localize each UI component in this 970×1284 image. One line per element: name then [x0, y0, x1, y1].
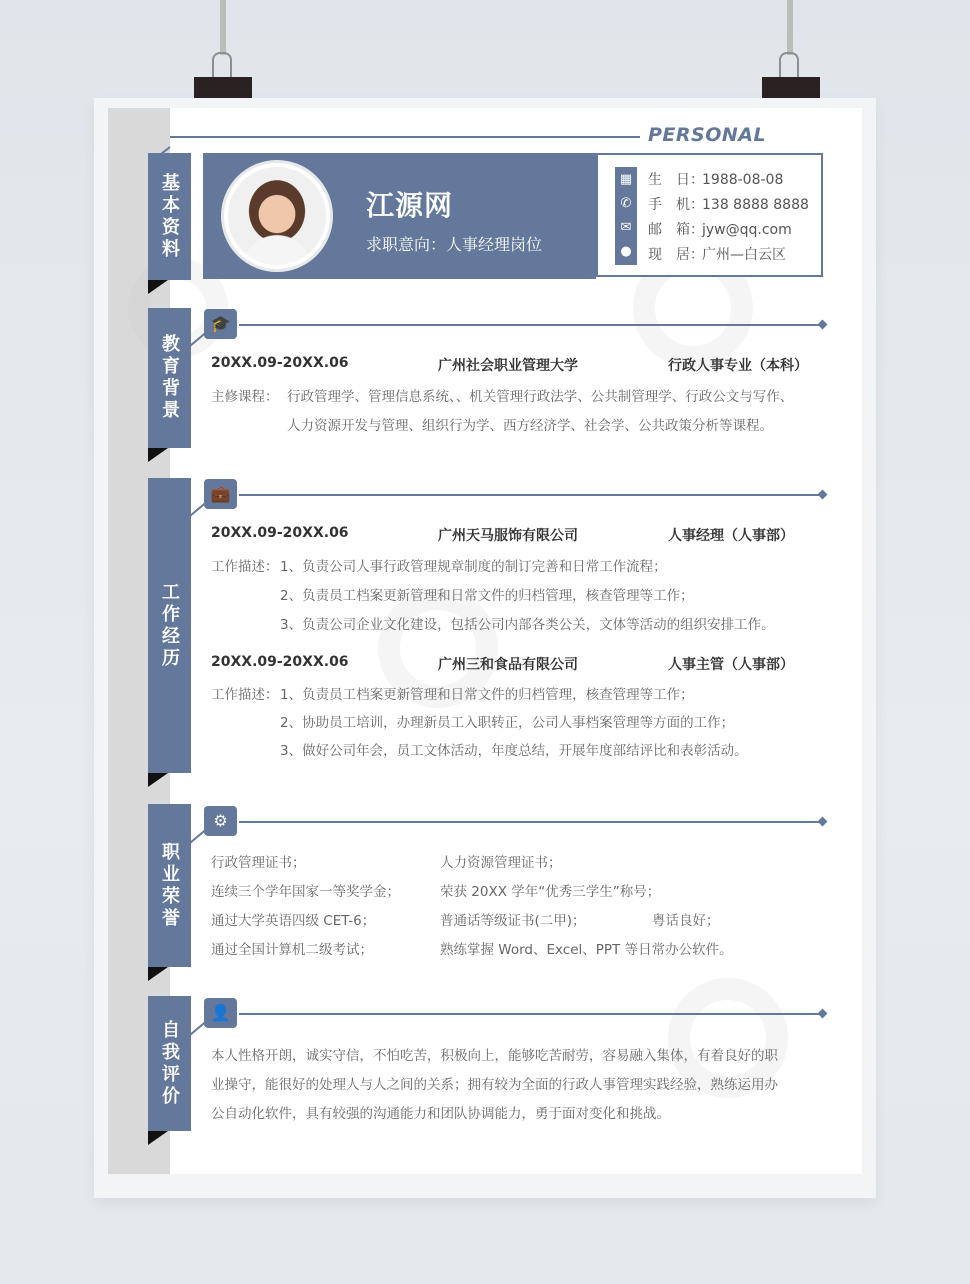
- honor-item: 荣获 20XX 学年“优秀三学生”称号；: [440, 884, 661, 900]
- section-rule: [239, 324, 822, 326]
- job-intent: 求职意向：人事经理岗位: [366, 235, 543, 254]
- contact-info-box: [596, 153, 823, 277]
- honor-item: 熟练掌握 Word、Excel、PPT 等日常办公软件。: [440, 942, 733, 958]
- courses-line: 人力资源开发与管理、组织行为学、西方经济学、社会学、公共政策分析等课程。: [287, 418, 773, 434]
- self-eval-line: 业操守，能很好的处理人与人之间的关系；拥有较为全面的行政人事管理实践经验，熟练运用办: [211, 1077, 778, 1093]
- candidate-name: 江源网: [366, 189, 454, 222]
- contact-birthday: 生 日：1988-08-08: [648, 172, 784, 188]
- courses-label: 主修课程：: [211, 389, 279, 405]
- side-tab-work: [148, 478, 191, 773]
- tab-fold: [148, 1131, 168, 1145]
- resume-page: [108, 108, 862, 1174]
- profile-photo: [221, 160, 333, 272]
- honor-item: 人力资源管理证书；: [440, 855, 562, 871]
- job-desc-item: 1、负责公司人事行政管理规章制度的制订完善和日常工作流程；: [280, 559, 667, 575]
- tab-fold: [148, 967, 168, 981]
- hanging-wire-left: [220, 0, 226, 55]
- section-rule-endpoint: [818, 817, 828, 827]
- self-eval-line: 公自动化软件，具有较强的沟通能力和团队协调能力，勇于面对变化和挑战。: [211, 1106, 670, 1122]
- honor-item: 行政管理证书；: [211, 855, 306, 871]
- side-tab-education: [148, 308, 191, 448]
- side-tab-label: 教育背景: [159, 334, 180, 422]
- side-tab-self-evaluation: [148, 996, 191, 1131]
- education-school: 广州社会职业管理大学: [438, 358, 578, 374]
- education-period: 20XX.09-20XX.06: [211, 355, 349, 371]
- mail-icon: ✉: [620, 220, 632, 235]
- side-tab-label: 基本资料: [159, 172, 180, 261]
- user-graduate-icon: 👤: [204, 998, 237, 1028]
- section-rule-endpoint: [818, 490, 828, 500]
- location-pin-icon: ●: [620, 244, 632, 259]
- side-tab-honors: [148, 804, 191, 967]
- contact-phone: 手 机：138 8888 8888: [648, 197, 809, 213]
- job-desc-item: 3、做好公司年会，员工文体活动，年度总结，开展年度部结评比和表彰活动。: [280, 743, 748, 759]
- job-desc-item: 2、协助员工培训，办理新员工入职转正，公司人事档案管理等方面的工作；: [280, 715, 735, 731]
- personal-label: PERSONAL: [648, 124, 767, 146]
- section-rule-endpoint: [818, 320, 828, 330]
- honor-item: 普通话等级证书(二甲)；: [440, 913, 586, 929]
- calendar-icon: ▦: [619, 172, 633, 187]
- job-position: 人事经理（人事部）: [668, 528, 794, 544]
- side-tab-label: 工作经历: [159, 581, 180, 670]
- section-rule-endpoint: [818, 1009, 828, 1019]
- job-desc-item: 3、负责公司企业文化建设，包括公司内部各类公关，文体等活动的组织安排工作。: [280, 617, 775, 633]
- job-period: 20XX.09-20XX.06: [211, 654, 349, 670]
- side-tab-label: 自我评价: [159, 1019, 180, 1108]
- section-rule: [239, 821, 822, 823]
- side-tab-label: 职业荣誉: [159, 841, 180, 930]
- job-desc-label: 工作描述：: [211, 559, 279, 575]
- honor-item: 通过大学英语四级 CET-6；: [211, 913, 376, 929]
- courses-line: 行政管理学、管理信息系统、、机关管理行政法学、公共制管理学、行政公文与写作、: [287, 389, 794, 405]
- education-major: 行政人事专业（本科）: [668, 358, 808, 374]
- portrait-image: [228, 167, 326, 265]
- contact-icon-column: [615, 167, 637, 265]
- section-rule: [239, 494, 822, 496]
- gear-icon: ⚙: [204, 806, 237, 836]
- section-rule: [239, 1013, 822, 1015]
- job-position: 人事主管（人事部）: [668, 657, 794, 673]
- hanging-wire-right: [787, 0, 793, 55]
- self-eval-line: 本人性格开朗，诚实守信，不怕吃苦，积极向上，能够吃苦耐劳，容易融入集体，有着良好的职: [211, 1048, 778, 1064]
- job-desc-item: 1、负责员工档案更新管理和日常文件的归档管理，核查管理等工作；: [280, 687, 694, 703]
- phone-icon: ✆: [620, 196, 632, 211]
- job-desc-label: 工作描述：: [211, 687, 279, 703]
- tab-fold: [148, 448, 168, 462]
- tab-fold: [148, 773, 168, 787]
- binder-clip-handle-left: [212, 52, 232, 80]
- header-rule: [170, 136, 640, 138]
- honor-item: 连续三个学年国家一等奖学金；: [211, 884, 400, 900]
- job-period: 20XX.09-20XX.06: [211, 525, 349, 541]
- contact-email: 邮 箱：jyw@qq.com: [648, 222, 792, 238]
- job-desc-item: 2、负责员工档案更新管理和日常文件的归档管理，核查管理等工作；: [280, 588, 694, 604]
- honor-item: 粤话良好；: [652, 913, 720, 929]
- side-tab-basic-info: [148, 153, 191, 280]
- honor-item: 通过全国计算机二级考试；: [211, 942, 373, 958]
- binder-clip-handle-right: [779, 52, 799, 80]
- contact-residence: 现 居：广州—白云区: [648, 247, 786, 263]
- graduation-cap-icon: 🎓: [204, 309, 237, 339]
- job-company: 广州三和食品有限公司: [438, 657, 578, 673]
- tab-fold: [148, 280, 168, 294]
- job-company: 广州天马服饰有限公司: [438, 528, 578, 544]
- briefcase-icon: 💼: [204, 479, 237, 509]
